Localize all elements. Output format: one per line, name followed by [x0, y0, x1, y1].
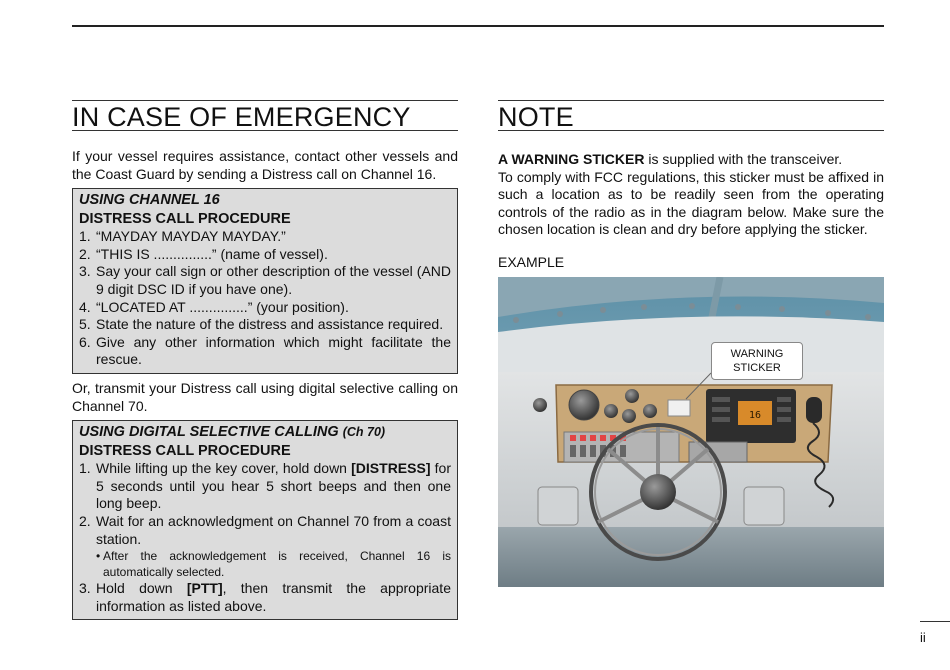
- step-note-text: After the acknowledgement is received, Channel 16 is automatically selected.: [103, 549, 451, 580]
- ptt-key-label: [PTT]: [186, 580, 223, 597]
- step-number: 3.: [79, 263, 91, 280]
- channel16-step: [79, 228, 451, 246]
- note-intro-rest: is supplied with the transceiver.: [644, 151, 843, 167]
- step-text: “THIS IS ...............” (name of vessel).: [96, 245, 328, 262]
- step-text: Hold down: [96, 580, 187, 597]
- step-number: 2.: [79, 245, 91, 262]
- dsc-step: [79, 513, 451, 580]
- dsc-intro: Or, transmit your Distress call using digital selective calling on Channel 70.: [72, 379, 458, 414]
- dsc-step: [79, 460, 451, 513]
- step-text: Give any other information which might facilitate the rescue.: [96, 333, 451, 368]
- throttle-right: [744, 487, 784, 525]
- step-text: State the nature of the distress and assistance required.: [96, 316, 444, 333]
- page-number: ii: [920, 630, 926, 645]
- step-number: 3.: [79, 580, 91, 597]
- note-intro: [498, 151, 884, 169]
- channel16-box: [72, 188, 458, 374]
- dsc-procedure-title: DISTRESS CALL PROCEDURE: [79, 443, 291, 460]
- note-paragraph: To comply with FCC regulations, this sticker must be affixed in such a location as to be readily seen from the operating controls of the radio as in the diagram below. Make sure the chosen location is clean and dry before applying the sticker.: [498, 168, 884, 238]
- top-rule: [72, 25, 884, 27]
- emergency-column: [72, 100, 458, 620]
- emergency-heading: IN CASE OF EMERGENCY: [72, 100, 458, 131]
- channel16-step: [79, 334, 451, 369]
- emergency-intro: If your vessel requires assistance, contact other vessels and the Coast Guard by sending a Distress call on Channel 16.: [72, 148, 458, 182]
- step-text: , then transmit the appropriate information as listed above.: [96, 580, 451, 614]
- throttle-left: [538, 487, 578, 525]
- step-number: 1.: [79, 460, 91, 477]
- dsc-subtitle-channel: (Ch 70): [342, 425, 386, 440]
- dsc-box: [72, 420, 458, 620]
- step-text: “MAYDAY MAYDAY MAYDAY.”: [96, 228, 286, 245]
- callout-line: WARNING: [730, 348, 784, 360]
- note-column: [498, 100, 884, 270]
- bullet: •: [96, 549, 101, 564]
- warning-sticker: [668, 400, 690, 416]
- step-number: 5.: [79, 316, 91, 333]
- warning-sticker-callout: [711, 342, 803, 380]
- dsc-subtitle-text: USING DIGITAL SELECTIVE CALLING: [79, 424, 339, 441]
- step-text: Say your call sign or other description of the vessel (AND 9 digit DSC ID if you have one).: [96, 263, 451, 297]
- channel16-step: [79, 299, 451, 317]
- gauge: [533, 398, 547, 412]
- channel16-step: [79, 263, 451, 298]
- microphone: [806, 397, 822, 423]
- gauge: [625, 389, 639, 403]
- helm-drawing: [498, 277, 884, 587]
- lower-console: [498, 527, 884, 587]
- dsc-step: [79, 580, 451, 615]
- step-number: 4.: [79, 298, 91, 315]
- gauge: [643, 404, 657, 418]
- channel16-subtitle: USING CHANNEL 16: [79, 192, 220, 209]
- step-note: [96, 548, 451, 580]
- distress-key-label: [DISTRESS]: [351, 460, 431, 477]
- channel16-step: [79, 316, 451, 334]
- callout-line: STICKER: [733, 362, 781, 374]
- step-text: Wait for an acknowledgment on Channel 70 from a coast station.: [96, 512, 451, 547]
- dsc-subtitle: [79, 423, 451, 442]
- channel16-procedure-title: DISTRESS CALL PROCEDURE: [79, 211, 291, 228]
- channel16-steps: [79, 228, 451, 369]
- note-heading: NOTE: [498, 100, 884, 131]
- radio-channel: 16: [748, 410, 762, 421]
- step-number: 1.: [79, 228, 91, 245]
- gauge: [622, 409, 636, 423]
- step-number: 6.: [79, 333, 91, 350]
- channel16-step: [79, 246, 451, 264]
- step-text: “LOCATED AT ...............” (your position).: [96, 298, 349, 315]
- warning-sticker-term: A WARNING STICKER: [498, 151, 645, 167]
- step-text: for 5 seconds until you hear 5 short beeps and then one long beep.: [96, 460, 451, 512]
- example-label: EXAMPLE: [498, 253, 565, 270]
- page-number-rule: [920, 621, 950, 622]
- helm-illustration: [498, 277, 884, 587]
- step-text: While lifting up the key cover, hold down: [96, 460, 352, 477]
- gauge: [569, 390, 599, 420]
- step-number: 2.: [79, 512, 91, 529]
- gauge: [604, 404, 618, 418]
- dsc-steps: [79, 460, 451, 615]
